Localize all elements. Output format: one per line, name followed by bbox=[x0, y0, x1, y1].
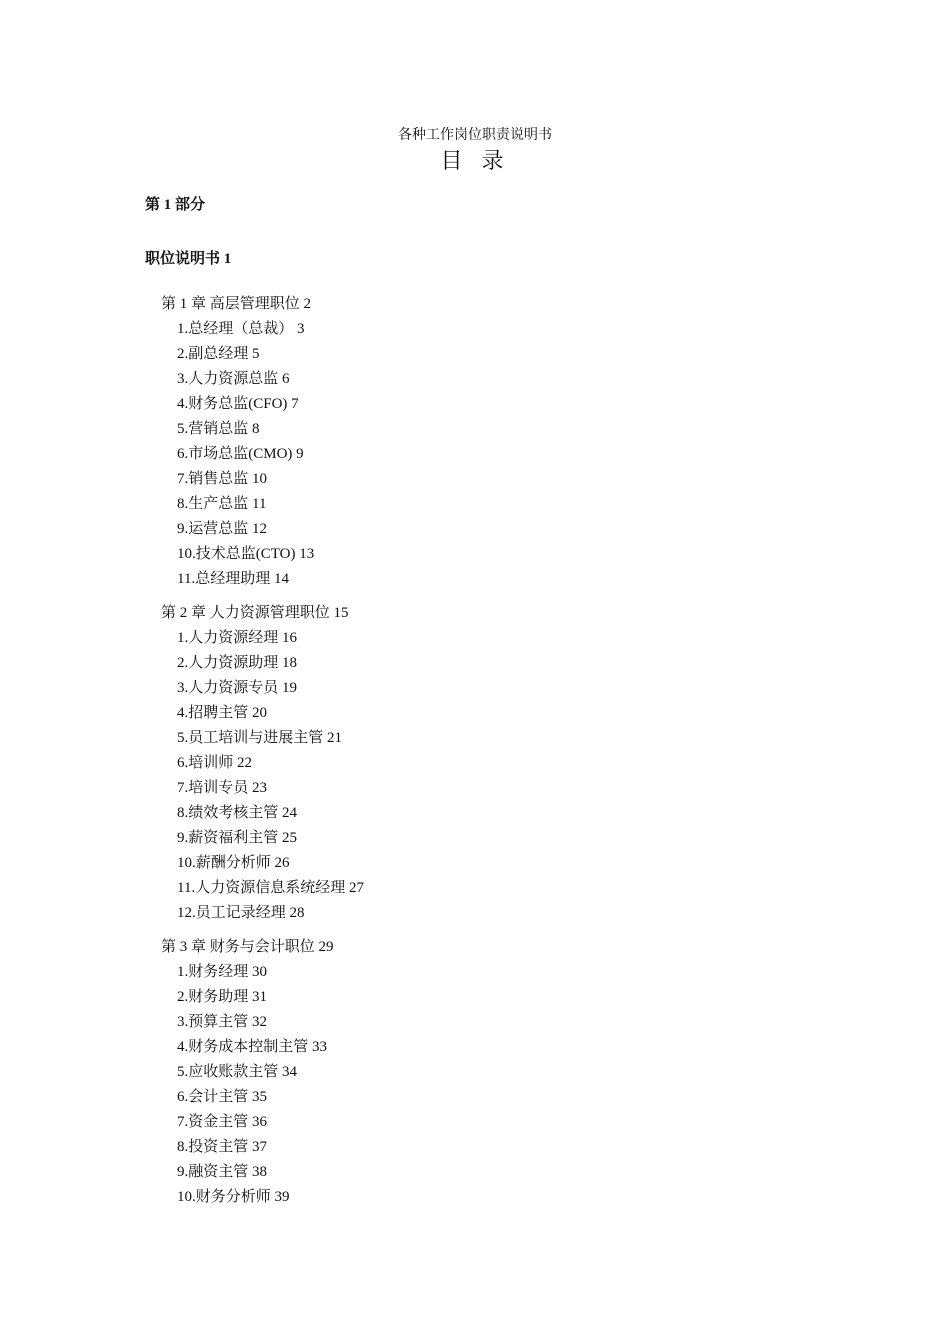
toc-entry[interactable]: 10.技术总监(CTO) 13 bbox=[177, 546, 315, 562]
toc-entry[interactable]: 6.会计主管 35 bbox=[177, 1089, 268, 1105]
toc-entry[interactable]: 4.财务总监(CFO) 7 bbox=[177, 396, 299, 412]
toc-chapter-title[interactable]: 第 3 章 财务与会计职位 29 bbox=[161, 939, 334, 955]
toc-entry[interactable]: 2.人力资源助理 18 bbox=[177, 655, 298, 671]
toc-entry[interactable]: 5.营销总监 8 bbox=[177, 421, 260, 437]
document-subtitle: 各种工作岗位职责说明书 bbox=[398, 128, 552, 143]
toc-entry[interactable]: 10.薪酬分析师 26 bbox=[177, 855, 290, 871]
toc-chapter bbox=[0, 935, 950, 1210]
toc-entry[interactable]: 3.人力资源专员 19 bbox=[177, 680, 298, 696]
toc-entry[interactable]: 1.人力资源经理 16 bbox=[177, 630, 298, 646]
toc-entry[interactable]: 9.运营总监 12 bbox=[177, 521, 268, 537]
toc-entry[interactable]: 7.资金主管 36 bbox=[177, 1114, 268, 1130]
part-heading: 第 1 部分 bbox=[145, 197, 206, 213]
toc-entry[interactable]: 8.绩效考核主管 24 bbox=[177, 805, 298, 821]
toc-entry[interactable]: 7.销售总监 10 bbox=[177, 471, 268, 487]
toc-entry[interactable]: 12.员工记录经理 28 bbox=[177, 905, 305, 921]
toc-entry[interactable]: 5.员工培训与进展主管 21 bbox=[177, 730, 343, 746]
toc-entry[interactable]: 9.融资主管 38 bbox=[177, 1164, 268, 1180]
toc-entry[interactable]: 5.应收账款主管 34 bbox=[177, 1064, 298, 1080]
toc-entry[interactable]: 2.副总经理 5 bbox=[177, 346, 260, 362]
toc-entry[interactable]: 1.财务经理 30 bbox=[177, 964, 268, 980]
toc-chapter-title[interactable]: 第 1 章 高层管理职位 2 bbox=[161, 296, 312, 312]
toc-entry[interactable]: 6.市场总监(CMO) 9 bbox=[177, 446, 304, 462]
toc-chapter bbox=[0, 601, 950, 926]
toc-chapter-title[interactable]: 第 2 章 人力资源管理职位 15 bbox=[161, 605, 349, 621]
toc-chapter bbox=[0, 292, 950, 592]
toc-entry[interactable]: 3.预算主管 32 bbox=[177, 1014, 268, 1030]
table-of-contents bbox=[0, 292, 950, 1219]
toc-entry[interactable]: 9.薪资福利主管 25 bbox=[177, 830, 298, 846]
toc-title: 目 录 bbox=[440, 149, 510, 174]
toc-entry[interactable]: 7.培训专员 23 bbox=[177, 780, 268, 796]
toc-entry[interactable]: 6.培训师 22 bbox=[177, 755, 253, 771]
toc-entry[interactable]: 8.投资主管 37 bbox=[177, 1139, 268, 1155]
section-heading: 职位说明书 1 bbox=[145, 251, 232, 267]
toc-entry[interactable]: 4.财务成本控制主管 33 bbox=[177, 1039, 328, 1055]
toc-entry[interactable]: 4.招聘主管 20 bbox=[177, 705, 268, 721]
toc-entry[interactable]: 3.人力资源总监 6 bbox=[177, 371, 290, 387]
toc-entry[interactable]: 10.财务分析师 39 bbox=[177, 1189, 290, 1205]
toc-entry[interactable]: 8.生产总监 11 bbox=[177, 496, 267, 512]
toc-entry[interactable]: 11.人力资源信息系统经理 27 bbox=[177, 880, 364, 896]
toc-entry[interactable]: 11.总经理助理 14 bbox=[177, 571, 289, 587]
toc-entry[interactable]: 2.财务助理 31 bbox=[177, 989, 268, 1005]
toc-entry[interactable]: 1.总经理（总裁） 3 bbox=[177, 321, 305, 337]
